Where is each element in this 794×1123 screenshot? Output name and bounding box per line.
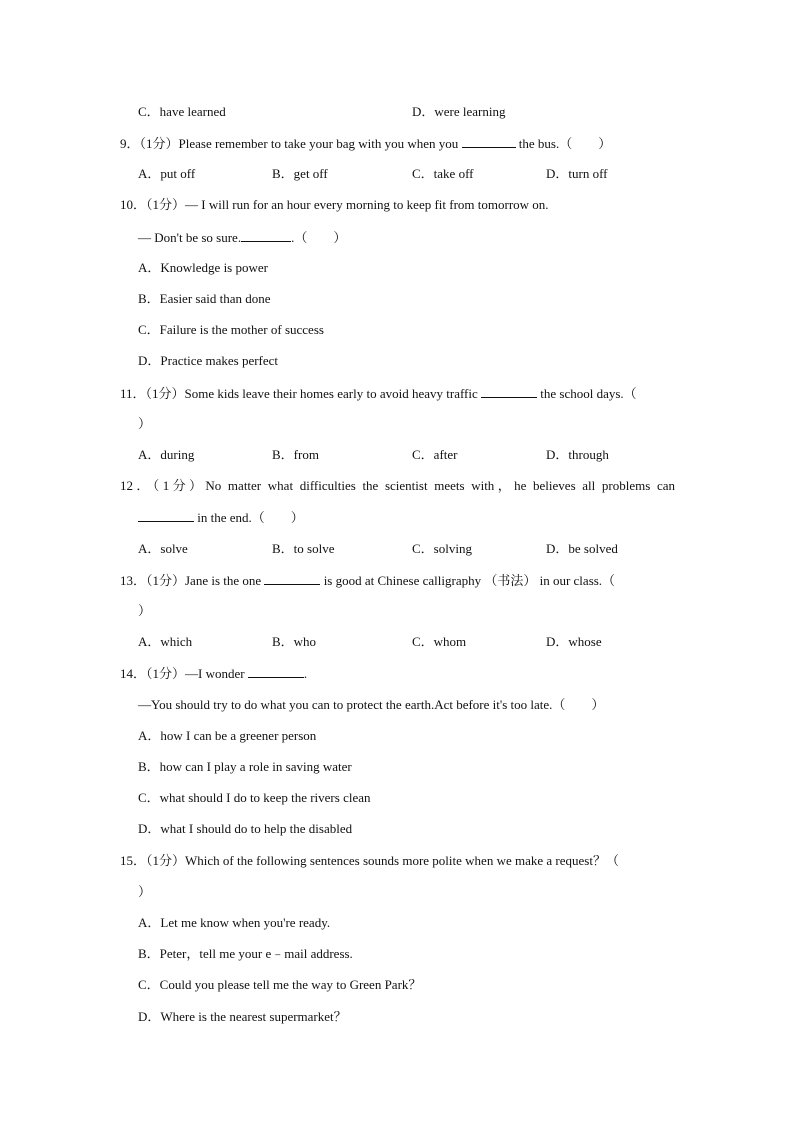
q13-paren-close: ） (138, 603, 152, 618)
q10-reply-lead: — Don't be so sure. (138, 230, 242, 245)
q9-stem-tail: the bus.（ ） (518, 136, 612, 151)
q9-answer-blank[interactable] (462, 135, 516, 148)
q15-option-c[interactable]: C．Could you please tell me the way to Green Park？ (138, 977, 422, 992)
q9-option-c[interactable]: C．take off (412, 166, 474, 181)
q15-option-a[interactable]: A．Let me know when you're ready. (138, 915, 331, 930)
q13-stem-tail: is good at Chinese calligraphy （书法） in our class.（ (323, 573, 616, 588)
q13-stem-lead: 13．（1分）Jane is the one (120, 573, 262, 588)
q10-reply (138, 229, 346, 246)
q11-stem-tail: the school days.（ (540, 386, 637, 401)
q8-option-c[interactable]: C．have learned (138, 104, 226, 119)
q10-stem: 10．（1分）— I will run for an hour every morning to keep fit from tomorrow on. (120, 197, 549, 212)
q12-answer-blank[interactable] (138, 509, 194, 522)
q13-option-d[interactable]: D．whose (546, 634, 602, 649)
q10-answer-blank[interactable] (241, 229, 291, 242)
q9-stem (120, 135, 611, 152)
q11-stem-lead: 11．（1分）Some kids leave their homes early to avoid heavy traffic (120, 386, 478, 401)
q13-option-b[interactable]: B．who (272, 634, 317, 649)
q12-stem-tail: in the end.（ ） (197, 510, 304, 525)
q9-option-d[interactable]: D．turn off (546, 166, 608, 181)
q15-paren-close: ） (138, 884, 152, 899)
q12-stem: 12．（1分）No matter what difficulties the scientist meets with，he believes all problems can (120, 478, 675, 493)
q14-option-d[interactable]: D．what I should do to help the disabled (138, 821, 353, 836)
q11-answer-blank[interactable] (481, 385, 537, 398)
q11-paren-close: ） (138, 416, 152, 431)
q14-stem (120, 665, 307, 682)
q14-answer-blank[interactable] (248, 665, 304, 678)
q14-reply: —You should try to do what you can to protect the earth.Act before it's too late.（ ） (138, 697, 605, 712)
q12-stem-cont (138, 509, 304, 526)
q9-option-a[interactable]: A．put off (138, 166, 196, 181)
q9-stem-lead: 9．（1分）Please remember to take your bag with you when you (120, 136, 459, 151)
q12-option-c[interactable]: C．solving (412, 541, 472, 556)
q11-option-b[interactable]: B．from (272, 447, 319, 462)
q8-option-d[interactable]: D．were learning (412, 104, 506, 119)
q10-option-d[interactable]: D．Practice makes perfect (138, 353, 279, 368)
q10-option-c[interactable]: C．Failure is the mother of success (138, 322, 324, 337)
q15-option-b[interactable]: B．Peter，tell me your e﹣mail address. (138, 946, 353, 961)
q9-option-b[interactable]: B．get off (272, 166, 328, 181)
q11-option-a[interactable]: A．during (138, 447, 195, 462)
q13-answer-blank[interactable] (264, 572, 320, 585)
q14-option-b[interactable]: B．how can I play a role in saving water (138, 759, 352, 774)
q10-reply-tail: .（ ） (291, 230, 347, 245)
q10-option-a[interactable]: A．Knowledge is power (138, 260, 268, 275)
q12-option-a[interactable]: A．solve (138, 541, 188, 556)
q15-stem: 15．（1分）Which of the following sentences sounds more polite when we make a request？（ (120, 853, 619, 868)
q14-stem-lead: 14．（1分）—I wonder (120, 666, 245, 681)
q11-option-d[interactable]: D．through (546, 447, 609, 462)
q13-option-a[interactable]: A．which (138, 634, 193, 649)
q14-option-a[interactable]: A．how I can be a greener person (138, 728, 317, 743)
q13-option-c[interactable]: C．whom (412, 634, 467, 649)
q11-stem (120, 385, 637, 402)
q10-option-b[interactable]: B．Easier said than done (138, 291, 271, 306)
q12-option-d[interactable]: D．be solved (546, 541, 618, 556)
q11-option-c[interactable]: C．after (412, 447, 458, 462)
q14-option-c[interactable]: C．what should I do to keep the rivers clean (138, 790, 371, 805)
q14-stem-tail: . (303, 666, 308, 681)
q13-stem (120, 572, 615, 589)
q12-option-b[interactable]: B．to solve (272, 541, 335, 556)
q15-option-d[interactable]: D．Where is the nearest supermarket？ (138, 1009, 347, 1024)
